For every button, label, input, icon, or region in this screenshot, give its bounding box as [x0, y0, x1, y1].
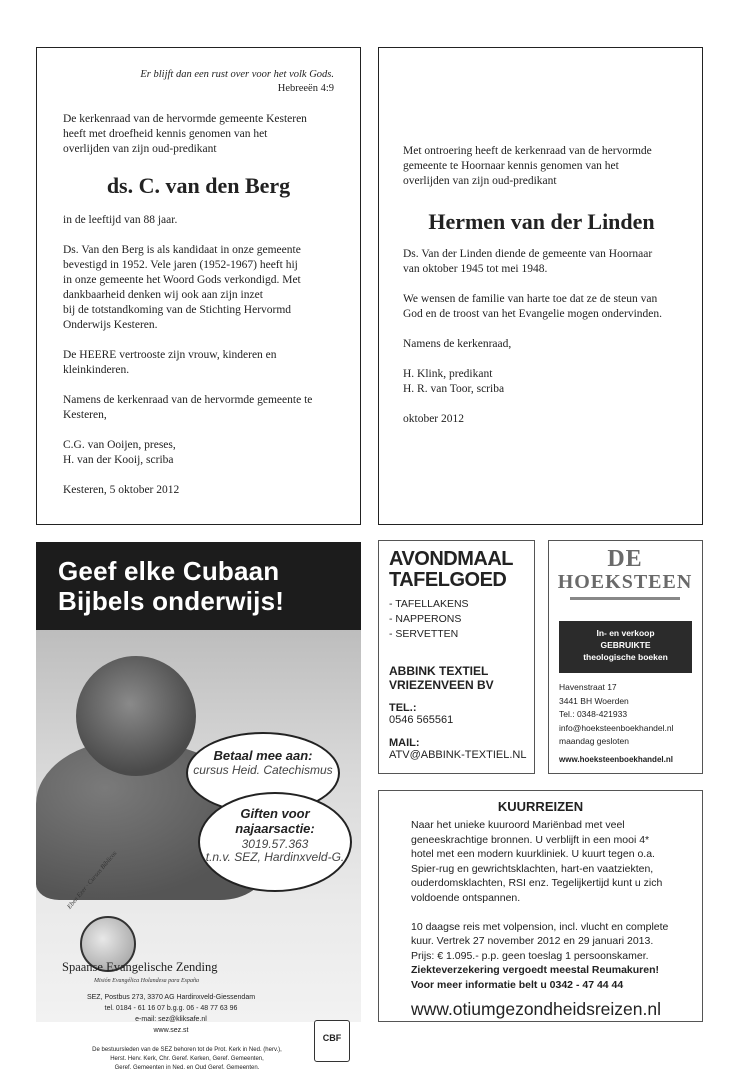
ad-footer	[62, 1046, 312, 1073]
ad-body	[411, 818, 686, 993]
ad-title	[389, 549, 534, 591]
bubble-title	[200, 806, 350, 836]
namens-line: Namens de kerkenraad van de hervormde gemeente te	[63, 394, 313, 406]
signer: H. R. van Toor, scriba	[403, 383, 505, 395]
bio-line: Ds. Van den Berg is als kandidaat in onze gemeente	[63, 244, 301, 256]
banner-line: theologische boeken	[583, 652, 668, 662]
bubble-text: cursus Heid. Catechismus	[193, 763, 333, 777]
bubble-text	[200, 838, 350, 864]
product-list	[389, 597, 534, 642]
logo-underline	[570, 597, 680, 600]
wish-line: We wensen de familie van harte toe dat ze de steun van	[403, 293, 658, 305]
footer-line: Geref. Gemeenten in Ned. en Oud Geref. Gemeenten.	[114, 1065, 260, 1071]
namens-line: Kesteren,	[63, 409, 107, 421]
store-info	[559, 681, 674, 749]
phone-line: tel. 0184 - 61 16 07 b.g.g. 06 - 48 77 63 96	[104, 1005, 238, 1012]
info-line: 3441 BH Woerden	[559, 695, 629, 706]
hoeksteen-logo	[549, 541, 701, 621]
notice-date: oktober 2012	[403, 413, 465, 425]
org-address	[36, 992, 306, 1036]
company-line: VRIEZENVEEN BV	[389, 678, 494, 692]
company-name	[389, 664, 534, 692]
info-line: Havenstraat 17	[559, 682, 617, 692]
ad-abbink-textiel	[378, 540, 535, 774]
ad-hoeksteen	[548, 540, 703, 774]
bubble-title: Betaal mee aan:	[213, 748, 313, 763]
deceased-name: ds. C. van den Berg	[106, 173, 291, 198]
list-item: - TAFELLAKENS	[389, 598, 469, 610]
org-subtitle: Misión Evangélica Holandesa para España	[94, 978, 199, 984]
ad-title: KUURREIZEN	[497, 799, 584, 814]
ad-headline	[58, 556, 284, 616]
body-line: hotel met een modern kuurkliniek. U kuurt tegen o.a.	[411, 848, 655, 861]
photo-person-head	[76, 656, 196, 776]
body-line: Voor meer informatie belt u 0342 - 47 44 44	[411, 978, 624, 991]
body-line: Prijs: € 1.095.- p.p. geen toeslag 1 persoonskamer.	[411, 949, 649, 962]
intro-line: De kerkenraad van de hervormde gemeente Kesteren	[63, 113, 307, 125]
logo-motto: Eben Ezer · Cursos Bíblicos	[66, 849, 119, 911]
logo-name: HOEKSTEEN	[557, 571, 693, 593]
intro-line: overlijden van zijn oud-predikant	[403, 175, 557, 187]
mail-label: MAIL:	[389, 737, 420, 749]
website-link[interactable]: www.sez.st	[153, 1027, 189, 1034]
signer: H. Klink, predikant	[403, 368, 493, 380]
bio-line: dankbaarheid denken wij ook aan zijn inzet	[63, 289, 263, 301]
body-line: 10 daagse reis met volpension, incl. vlucht en complete	[411, 920, 669, 933]
footer-line: Herst. Herv. Kerk, Chr. Geref. Kerken, Geref. Gemeenten,	[110, 1056, 264, 1062]
list-item: - NAPPERONS	[389, 613, 462, 625]
title-line: AVONDMAAL	[389, 548, 514, 570]
death-notice-hoornaar	[378, 47, 703, 525]
cbf-keurmerk-icon: CBF	[314, 1020, 350, 1062]
website-link[interactable]: www.hoeksteenboekhandel.nl	[559, 755, 673, 764]
body-line: kuur. Vertrek 27 november 2012 en 29 januari 2013.	[411, 935, 654, 948]
bio-line: bij de totstandkoming van de Stichting Hervormd	[63, 304, 292, 316]
website-link[interactable]: www.otiumgezondheidsreizen.nl	[411, 998, 661, 1019]
body-line: ouderdomsklachten, RSI enz. Tegelijkertijd kunt u zich	[411, 877, 663, 890]
ad-photo	[36, 630, 361, 1071]
account-holder: t.n.v. SEZ, Hardinxveld-G.	[205, 850, 345, 864]
info-line: Tel.: 0348-421933	[559, 709, 628, 719]
bible-motto: Er blijft dan een rust over voor het volk Gods.	[140, 69, 334, 80]
body-line: Spier-rug en gewrichtsklachten, hart-en vaatziekten,	[411, 862, 654, 875]
email-link[interactable]: info@hoeksteenboekhandel.nl	[559, 722, 674, 733]
intro-line: heeft met droefheid kennis genomen van het	[63, 128, 268, 140]
tel-value: 0546 565561	[389, 714, 454, 726]
age-line: in de leeftijd van 88 jaar.	[63, 214, 178, 226]
ad-kuurreizen	[378, 790, 703, 1022]
bio-line: in onze gemeente het Woord Gods verkondigd. Met	[63, 274, 301, 286]
signer: C.G. van Ooijen, preses,	[63, 439, 176, 451]
deceased-name: Hermen van der Linden	[428, 209, 655, 234]
company-line: ABBINK TEXTIEL	[389, 664, 489, 678]
body-line: geneeskrachtige bronnen. U verblijft in een mooi 4*	[411, 833, 650, 846]
headline-line: Bijbels onderwijs!	[58, 586, 285, 616]
service-line: van oktober 1945 tot mei 1948.	[403, 263, 548, 275]
intro-line: gemeente te Hoornaar kennis genomen van het	[403, 160, 619, 172]
wish-line: God en de troost van het Evangelie mogen ondervinden.	[403, 308, 662, 320]
mail-value[interactable]: ATV@ABBINK-TEXTIEL.NL	[389, 749, 527, 761]
intro-line: Met ontroering heeft de kerkenraad van de hervormde	[403, 145, 652, 157]
body-line: Naar het unieke kuuroord Mariënbad met veel	[411, 819, 625, 831]
bank-account: 3019.57.363	[241, 837, 309, 851]
bio-line: bevestigd in 1952. Vele jaren (1952-1967) heeft hij	[63, 259, 298, 271]
speech-bubble-gifts	[198, 792, 352, 892]
body-line: Ziekteverzekering vergoedt meestal Reumakuren!	[411, 964, 660, 977]
namens-line: Namens de kerkenraad,	[403, 338, 512, 350]
intro-line: overlijden van zijn oud-predikant	[63, 143, 217, 155]
tel-label: TEL.:	[389, 702, 417, 714]
death-notice-kesteren	[36, 47, 361, 525]
body-line: voldoende ontspannen.	[411, 891, 521, 904]
comfort-line: De HEERE vertrooste zijn vrouw, kinderen en	[63, 349, 277, 361]
email-link[interactable]: e-mail: sez@kliksafe.nl	[135, 1016, 207, 1023]
bio-line: Onderwijs Kesteren.	[63, 319, 158, 331]
bible-reference: Hebreeën 4:9	[277, 83, 334, 94]
headline-line: Geef elke Cubaan	[58, 556, 280, 586]
banner-line: GEBRUIKTE	[600, 640, 651, 650]
org-name: Spaanse Evangelische Zending	[62, 960, 218, 974]
bubble-title-line: najaarsactie:	[235, 821, 315, 836]
banner-line: In- en verkoop	[596, 628, 655, 638]
info-line: maandag gesloten	[559, 736, 629, 746]
list-item: - SERVETTEN	[389, 628, 459, 640]
footer-line: De bestuursleden van de SEZ behoren tot de Prot. Kerk in Ned. (herv.),	[92, 1047, 282, 1053]
bubble-title-line: Giften voor	[240, 806, 310, 821]
ad-spaanse-zending	[36, 542, 361, 1071]
notice-date: Kesteren, 5 oktober 2012	[63, 484, 180, 496]
signer: H. van der Kooij, scriba	[63, 454, 174, 466]
comfort-line: kleinkinderen.	[63, 364, 130, 376]
banner	[559, 621, 692, 673]
logo-de: DE	[607, 546, 643, 572]
title-line: TAFELGOED	[389, 569, 507, 591]
address-line: SEZ, Postbus 273, 3370 AG Hardinxveld-Giessendam	[86, 994, 256, 1001]
service-line: Ds. Van der Linden diende de gemeente van Hoornaar	[403, 248, 653, 260]
